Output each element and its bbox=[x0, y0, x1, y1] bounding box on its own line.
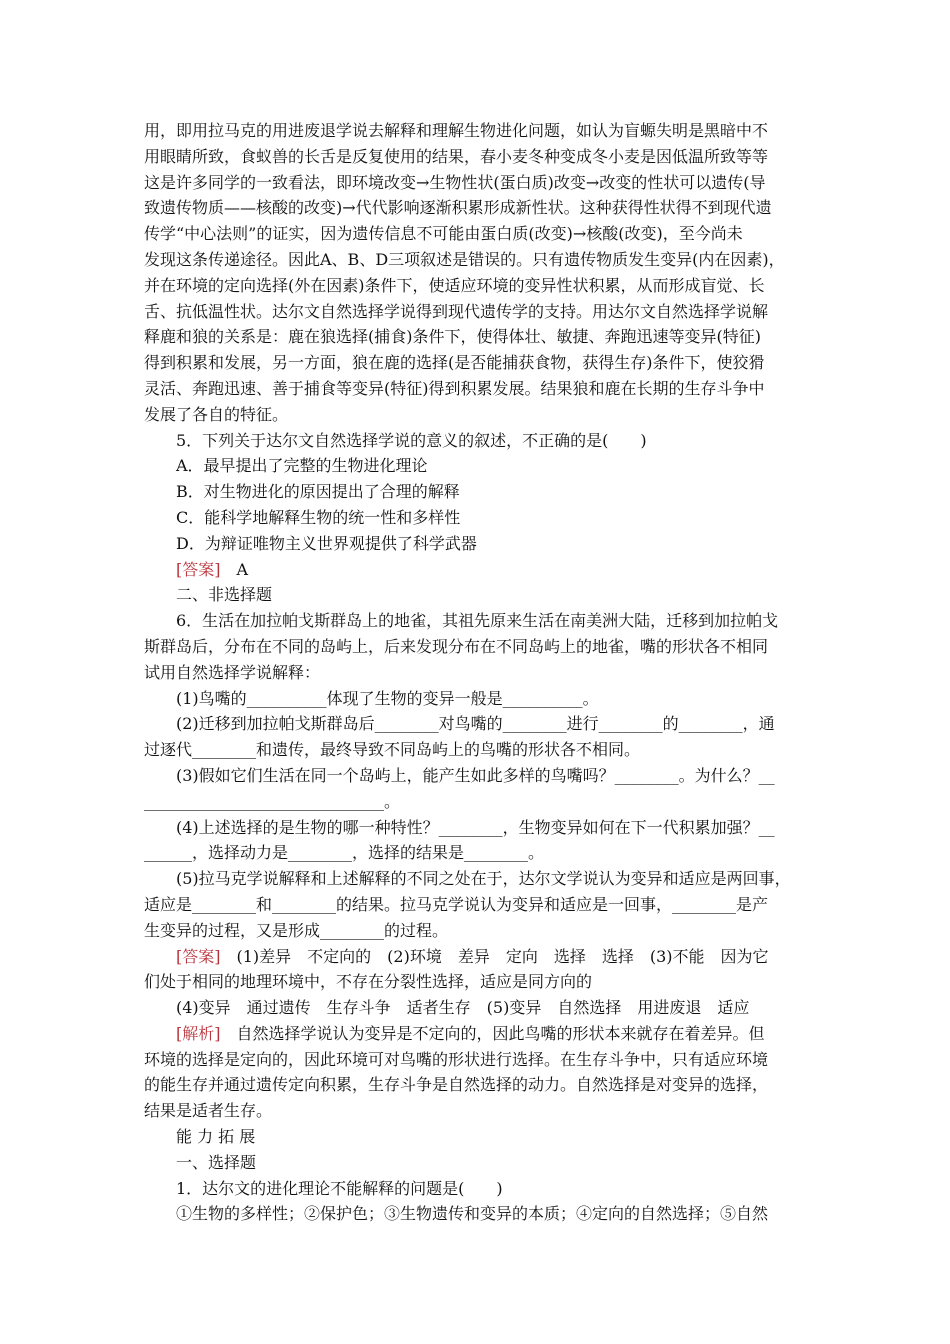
text-line-content: 斯群岛后，分布在不同的岛屿上，后来发现分布在不同岛屿上的地雀，嘴的形状各不相同 bbox=[144, 636, 769, 656]
text-line-content: 并在环境的定向选择(外在因素)条件下，使适应环境的变异性状积累，从而形成盲觉、长 bbox=[144, 275, 765, 295]
text-line bbox=[144, 944, 814, 970]
text-line bbox=[144, 531, 814, 557]
analysis-label: [解析] bbox=[176, 1023, 221, 1043]
text-line bbox=[144, 582, 814, 608]
text-line-content: 自然选择学说认为变异是不定向的，因此鸟嘴的形状本来就存在着差异。但 bbox=[220, 1023, 765, 1043]
text-line-content: 试用自然选择学说解释： bbox=[144, 662, 321, 682]
text-line-content: 得到积累和发展，另一方面，狼在鹿的选择(是否能捕获食物，获得生存)条件下，使狡猾 bbox=[144, 353, 765, 373]
text-line-content: 致遗传物质——核酸的改变)→代代影响逐渐积累形成新性状。这种获得性状得不到现代遗 bbox=[144, 198, 772, 218]
text-line-content: 们处于相同的地理环境中，不存在分裂性选择，适应是同方向的 bbox=[144, 972, 593, 992]
text-line bbox=[144, 299, 814, 325]
text-line-content: 传学“中心法则”的证实，因为遗传信息不可能由蛋白质(改变)→核酸(改变)，至今尚未 bbox=[144, 224, 743, 244]
text-line bbox=[144, 660, 814, 686]
text-line bbox=[144, 969, 814, 995]
text-line-content: 发展了各自的特征。 bbox=[144, 404, 289, 424]
text-line-content: 灵活、奔跑迅速、善于捕食等变异(特征)得到积累发展。结果狼和鹿在长期的生存斗争中 bbox=[144, 378, 765, 398]
text-line bbox=[144, 221, 814, 247]
text-line-content: (3)假如它们生活在同一个岛屿上，能产生如此多样的鸟嘴吗？________。为什么？__ bbox=[176, 765, 775, 785]
text-line-content: D．为辩证唯物主义世界观提供了科学武器 bbox=[176, 533, 477, 553]
text-line-content: 1．达尔文的进化理论不能解释的问题是( ) bbox=[176, 1178, 503, 1198]
text-line-content: (4)变异 通过遗传 生存斗争 适者生存 (5)变异 自然选择 用进废退 适应 bbox=[176, 998, 750, 1018]
text-line-content: 适应是________和________的结果。拉马克学说认为变异和适应是一回事，________是产 bbox=[144, 894, 769, 914]
text-line bbox=[144, 247, 814, 273]
text-line bbox=[144, 1176, 814, 1202]
text-line-content: 结果是适者生存。 bbox=[144, 1101, 273, 1121]
text-line bbox=[144, 505, 814, 531]
text-line bbox=[144, 1098, 814, 1124]
text-line bbox=[144, 195, 814, 221]
text-line bbox=[144, 815, 814, 841]
text-line-content: 发现这条传递途径。因此A、B、D三项叙述是错误的。只有遗传物质发生变异(内在因素)， bbox=[144, 249, 785, 269]
text-line bbox=[144, 608, 814, 634]
answer-label: [答案] bbox=[176, 559, 221, 579]
text-line-content: A．最早提出了完整的生物进化理论 bbox=[176, 456, 428, 476]
text-line-content: 用眼睛所致，食蚁兽的长舌是反复使用的结果，春小麦冬种变成冬小麦是因低温所致等等 bbox=[144, 146, 769, 166]
text-line bbox=[144, 789, 814, 815]
text-line-content: 能 力 拓 展 bbox=[176, 1127, 256, 1147]
text-line-content: 生变异的过程，又是形成________的过程。 bbox=[144, 920, 449, 940]
text-line bbox=[144, 273, 814, 299]
text-line-content: 6．生活在加拉帕戈斯群岛上的地雀，其祖先原来生活在南美洲大陆，迁移到加拉帕戈 bbox=[176, 611, 779, 631]
text-line-content: C．能科学地解释生物的统一性和多样性 bbox=[176, 507, 461, 527]
text-line bbox=[144, 350, 814, 376]
text-line-content: (5)拉马克学说解释和上述解释的不同之处在于，达尔文学说认为变异和适应是两回事， bbox=[176, 869, 791, 889]
text-line-content: 的能生存并通过遗传定向积累，生存斗争是自然选择的动力。自然选择是对变异的选择， bbox=[144, 1075, 769, 1095]
text-line bbox=[144, 918, 814, 944]
text-line bbox=[144, 737, 814, 763]
text-line-content: 释鹿和狼的关系是：鹿在狼选择(捕食)条件下，使得体壮、敏捷、奔跑迅速等变异(特征) bbox=[144, 327, 761, 347]
text-line-content: A bbox=[220, 559, 249, 579]
text-line-content: 舌、抗低温性状。达尔文自然选择学说得到现代遗传学的支持。用达尔文自然选择学说解 bbox=[144, 301, 769, 321]
text-line-content: 5．下列关于达尔文自然选择学说的意义的叙述，不正确的是( ) bbox=[176, 430, 647, 450]
text-line bbox=[144, 1124, 814, 1150]
text-line bbox=[144, 634, 814, 660]
text-line-content: B．对生物进化的原因提出了合理的解释 bbox=[176, 482, 460, 502]
text-line bbox=[144, 118, 814, 144]
text-line bbox=[144, 892, 814, 918]
text-line bbox=[144, 686, 814, 712]
text-line-content: 环境的选择是定向的，因此环境可对鸟嘴的形状进行选择。在生存斗争中，只有适应环境 bbox=[144, 1049, 769, 1069]
text-line-content: (2)迁移到加拉帕戈斯群岛后________对鸟嘴的________进行________的________，通 bbox=[176, 714, 775, 734]
text-line-content: 一、选择题 bbox=[176, 1152, 257, 1172]
text-line-content: (1)鸟嘴的__________体现了生物的变异一般是__________。 bbox=[176, 688, 599, 708]
text-line-content: ______，选择动力是________，选择的结果是________。 bbox=[144, 843, 545, 863]
text-line bbox=[144, 1047, 814, 1073]
text-line-content: 二、非选择题 bbox=[176, 585, 273, 605]
text-line bbox=[144, 1072, 814, 1098]
text-line bbox=[144, 402, 814, 428]
text-line-content: 过逐代________和遗传，最终导致不同岛屿上的鸟嘴的形状各不相同。 bbox=[144, 740, 641, 760]
text-line-content: ①生物的多样性；②保护色；③生物遗传和变异的本质；④定向的自然选择；⑤自然 bbox=[176, 1204, 769, 1224]
text-line bbox=[144, 557, 814, 583]
text-line bbox=[144, 763, 814, 789]
text-line bbox=[144, 1150, 814, 1176]
text-line bbox=[144, 428, 814, 454]
text-line bbox=[144, 711, 814, 737]
text-line-content: (1)差异 不定向的 (2)环境 差异 定向 选择 选择 (3)不能 因为它 bbox=[220, 946, 769, 966]
text-line bbox=[144, 144, 814, 170]
text-line bbox=[144, 1201, 814, 1227]
text-line bbox=[144, 866, 814, 892]
text-line bbox=[144, 324, 814, 350]
document-body bbox=[144, 118, 814, 1227]
text-line-content: (4)上述选择的是生物的哪一种特性？________，生物变异如何在下一代积累加强？__ bbox=[176, 817, 775, 837]
text-line-content: ______________________________。 bbox=[144, 791, 401, 811]
text-line bbox=[144, 453, 814, 479]
text-line bbox=[144, 376, 814, 402]
text-line bbox=[144, 995, 814, 1021]
text-line bbox=[144, 170, 814, 196]
text-line-content: 这是许多同学的一致看法，即环境改变→生物性状(蛋白质)改变→改变的性状可以遗传(导 bbox=[144, 172, 766, 192]
text-line bbox=[144, 1021, 814, 1047]
answer-label: [答案] bbox=[176, 946, 221, 966]
text-line bbox=[144, 840, 814, 866]
text-line bbox=[144, 479, 814, 505]
text-line-content: 用，即用拉马克的用进废退学说去解释和理解生物进化问题，如认为盲螈失明是黑暗中不 bbox=[144, 121, 769, 140]
